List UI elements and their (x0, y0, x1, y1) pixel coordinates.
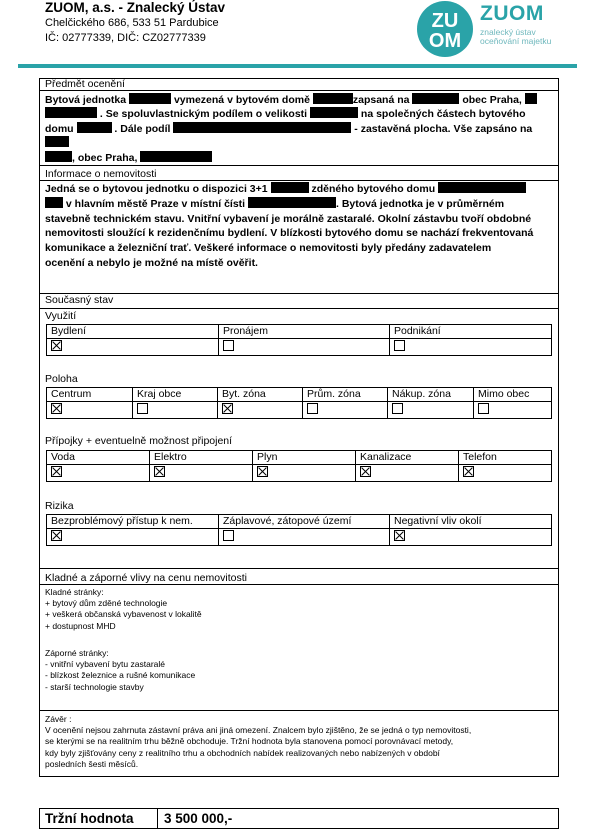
checkbox-kraj-obce[interactable] (137, 403, 148, 414)
rizika-pristup: Bezproblémový přístup k nem. (47, 515, 219, 529)
informace-text: Jedná se o bytovou jednotku o dispozici 3+1 zděného bytového domu v hlavním městě Praze v místní čísti . Bytová jednotka je v průměrném stavebně technickém stavu. Vnitřní vybavení je morálně zastaralé. Okolní zástavbu tvoří obdobné nemovitosti sloužící k rezidenčnímu bydlení. V blízkosti bytového domu se nachází frekventovaná komunikace a železniční trať. Veškeré informace o nemovitosti byly předány zadavatelem ocenění a nebylo je možné na místě ověřit. (45, 183, 534, 269)
poloha-mimo-obec: Mimo obec (474, 388, 552, 402)
zaporne-item: - starší technologie stavby (45, 681, 144, 692)
brand-name: ZUOM (480, 2, 544, 25)
vyuziti-pronajem: Pronájem (219, 325, 390, 339)
poloha-table (46, 387, 552, 419)
rizika-table (46, 514, 552, 546)
checkbox-mimo-obec[interactable] (478, 403, 489, 414)
svg-text:OM: OM (428, 30, 462, 52)
checkbox-pristup[interactable] (51, 530, 62, 541)
pripojky-label: Přípojky + eventuelně možnost připojení (45, 435, 233, 447)
pripojky-elektro: Elektro (150, 451, 253, 465)
checkbox-telefon[interactable] (463, 466, 474, 477)
pripojky-kanalizace: Kanalizace (356, 451, 459, 465)
kladne-item: + bytový dům zděné technologie (45, 598, 168, 609)
poloha-byt-zona: Byt. zóna (218, 388, 303, 402)
checkbox-elektro[interactable] (154, 466, 165, 477)
zaporne-item: - blízkost železnice a rušné komunikace (45, 670, 196, 681)
pripojky-plyn: Plyn (253, 451, 356, 465)
rizika-label: Rizika (45, 500, 74, 512)
rizika-negativni: Negativní vliv okolí (390, 515, 552, 529)
poloha-prum-zona: Prům. zóna (303, 388, 388, 402)
checkbox-podnikani[interactable] (394, 340, 405, 351)
checkbox-byt-zona[interactable] (222, 403, 233, 414)
brand-subtitle-1: znalecký ústav (480, 27, 536, 37)
section-title-predmet: Předmět ocenění (39, 78, 559, 91)
market-value-box (39, 808, 559, 829)
company-name: ZUOM, a.s. - Znalecký Ústav (45, 0, 226, 15)
market-value-amount: 3 500 000,- (164, 811, 233, 826)
section-title-informace: Informace o nemovitosti (39, 168, 559, 181)
zuom-logo-icon (414, 0, 476, 58)
checkbox-nakup-zona[interactable] (392, 403, 403, 414)
checkbox-prum-zona[interactable] (307, 403, 318, 414)
checkbox-bydleni[interactable] (51, 340, 62, 351)
vyuziti-podnikani: Podnikání (390, 325, 552, 339)
checkbox-pronajem[interactable] (223, 340, 234, 351)
rizika-zaplavove: Záplavové, zátopové území (219, 515, 390, 529)
checkbox-plyn[interactable] (257, 466, 268, 477)
zaporne-item: - vnitřní vybavení bytu zastaralé (45, 659, 166, 670)
vlivy-zaporne: Záporné stránky: - vnitřní vybavení bytu zastaralé - blízkost železnice a rušné komunikace - starší technologie stavby (45, 648, 557, 693)
svg-text:ZU: ZU (431, 10, 459, 32)
predmet-text: Bytová jednotka vymezená v bytovém domě zapsaná na obec Praha, . Se spoluvlastnickým podílem o velikosti na společných částech bytového domu . Dále podíl - zastavěná plocha. Vše zapsáno na , obec Praha, (45, 93, 553, 165)
checkbox-negativni[interactable] (394, 530, 405, 541)
vyuziti-bydleni: Bydlení (47, 325, 219, 339)
vyuziti-label: Využití (45, 310, 77, 322)
pripojky-voda: Voda (47, 451, 150, 465)
header-divider (18, 64, 577, 68)
checkbox-centrum[interactable] (51, 403, 62, 414)
pripojky-telefon: Telefon (459, 451, 552, 465)
brand-subtitle-2: oceňování majetku (480, 36, 552, 46)
pripojky-table (46, 450, 552, 482)
company-ids: IČ: 02777339, DIČ: CZ02777339 (45, 32, 206, 44)
zaver-text: Závěr : V ocenění nejsou zahrnuta zástavní práva ani jiná omezení. Znalcem bylo zjištěno, že se jedná o typ nemovitosti, se kterými se na realitním trhu běžně obchoduje. Tržní hodnota byla stanovena pomocí porovnávací metody, kdy byly zjišťovány ceny z realitního trhu a obchodních nabídek realizovaných nebo nabízených v období posledních šesti měsíců. (45, 714, 557, 770)
poloha-centrum: Centrum (47, 388, 133, 402)
vlivy-kladne: Kladné stránky: + bytový dům zděné technologie + veškerá občanská vybavenost v lokalitě + dostupnost MHD (45, 587, 557, 632)
company-address: Chelčického 686, 533 51 Pardubice (45, 17, 219, 29)
section-title-stav: Současný stav (45, 294, 114, 306)
kladne-item: + veškerá občanská vybavenost v lokalitě (45, 609, 202, 620)
zaver-label: Závěr : (45, 714, 72, 724)
checkbox-zaplavove[interactable] (223, 530, 234, 541)
checkbox-voda[interactable] (51, 466, 62, 477)
poloha-kraj-obce: Kraj obce (133, 388, 218, 402)
poloha-label: Poloha (45, 373, 78, 385)
section-title-vlivy: Kladné a záporné vlivy na cenu nemovitosti (39, 572, 559, 585)
vyuziti-table (46, 324, 552, 356)
poloha-nakup-zona: Nákup. zóna (388, 388, 474, 402)
checkbox-kanalizace[interactable] (360, 466, 371, 477)
market-value-label: Tržní hodnota (45, 811, 134, 826)
kladne-item: + dostupnost MHD (45, 620, 116, 631)
